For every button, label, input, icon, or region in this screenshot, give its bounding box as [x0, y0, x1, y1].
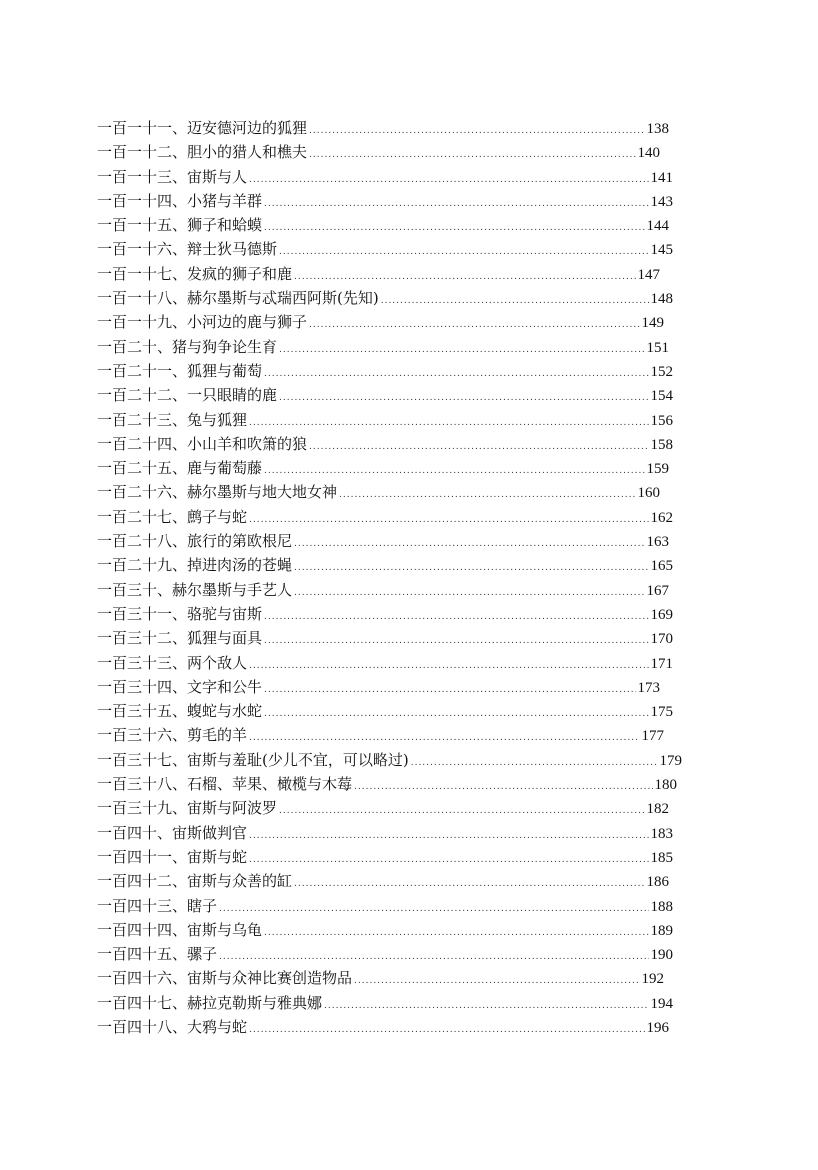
table-of-contents [97, 116, 697, 1039]
toc-dot-leader [294, 273, 635, 282]
toc-dot-leader [264, 637, 648, 646]
toc-entry-page-number: 194 [650, 995, 673, 1012]
toc-dot-leader [219, 905, 648, 914]
toc-entry[interactable] [97, 553, 697, 577]
toc-entry-page-number: 144 [646, 218, 669, 235]
toc-entry-title: 一百四十八、大鸦与蛇 [97, 1017, 248, 1036]
toc-entry-title: 一百四十七、赫拉克勒斯与雅典娜 [97, 993, 323, 1012]
toc-entry[interactable] [97, 723, 697, 747]
toc-entry[interactable] [97, 942, 697, 966]
toc-dot-leader [294, 880, 644, 889]
toc-dot-leader [294, 589, 644, 598]
toc-dot-leader [381, 297, 649, 306]
toc-entry[interactable] [97, 165, 697, 189]
toc-entry-title: 一百四十六、宙斯与众神比赛创造物品 [97, 969, 353, 988]
toc-entry[interactable] [97, 699, 697, 723]
toc-dot-leader [249, 734, 639, 743]
toc-entry-page-number: 152 [650, 363, 673, 380]
toc-entry[interactable] [97, 869, 697, 893]
toc-entry-page-number: 160 [637, 485, 660, 502]
toc-entry[interactable] [97, 1015, 697, 1039]
toc-entry-title: 一百二十一、狐狸与葡萄 [97, 361, 263, 380]
toc-entry-title: 一百四十、宙斯做判官 [97, 823, 248, 842]
toc-entry-title: 一百三十七、宙斯与羞耻(少儿不宜，可以略过) [97, 750, 409, 769]
toc-entry-page-number: 171 [650, 655, 673, 672]
toc-entry-page-number: 151 [646, 339, 669, 356]
toc-entry[interactable] [97, 772, 697, 796]
toc-entry[interactable] [97, 578, 697, 602]
toc-entry-title: 一百四十四、宙斯与乌龟 [97, 920, 263, 939]
toc-dot-leader [294, 564, 648, 573]
toc-dot-leader [264, 613, 648, 622]
toc-entry-title: 一百二十四、小山羊和吹箫的狼 [97, 434, 308, 453]
toc-entry-title: 一百二十九、掉进肉汤的苍蝇 [97, 556, 293, 575]
toc-dot-leader [249, 662, 648, 671]
toc-entry[interactable] [97, 383, 697, 407]
toc-entry-page-number: 162 [650, 509, 673, 526]
toc-entry-page-number: 177 [641, 728, 664, 745]
toc-entry[interactable] [97, 335, 697, 359]
toc-entry[interactable] [97, 213, 697, 237]
toc-dot-leader [264, 467, 644, 476]
toc-entry-page-number: 158 [650, 436, 673, 453]
toc-dot-leader [264, 370, 648, 379]
toc-entry[interactable] [97, 529, 697, 553]
toc-entry-title: 一百一十七、发疯的狮子和鹿 [97, 264, 293, 283]
toc-entry-title: 一百二十三、兔与狐狸 [97, 410, 248, 429]
toc-entry-title: 一百二十五、鹿与葡萄藤 [97, 459, 263, 478]
toc-entry[interactable] [97, 310, 697, 334]
toc-dot-leader [264, 224, 644, 233]
toc-entry[interactable] [97, 918, 697, 942]
toc-dot-leader [249, 832, 648, 841]
toc-entry-page-number: 179 [659, 752, 682, 769]
toc-entry-title: 一百三十四、文字和公牛 [97, 677, 263, 696]
toc-entry-page-number: 147 [637, 266, 660, 283]
toc-dot-leader [279, 346, 644, 355]
toc-entry-page-number: 196 [646, 1019, 669, 1036]
toc-entry-page-number: 170 [650, 631, 673, 648]
toc-entry-page-number: 180 [654, 777, 677, 794]
toc-entry[interactable] [97, 991, 697, 1015]
toc-dot-leader [249, 1026, 644, 1035]
toc-entry-title: 一百四十二、宙斯与众善的缸 [97, 872, 293, 891]
toc-entry[interactable] [97, 845, 697, 869]
toc-entry-page-number: 154 [650, 388, 673, 405]
toc-entry-title: 一百三十六、剪毛的羊 [97, 726, 248, 745]
toc-entry[interactable] [97, 675, 697, 699]
toc-entry-title: 一百一十六、辩士狄马德斯 [97, 240, 278, 259]
toc-entry-title: 一百四十五、骡子 [97, 945, 218, 964]
toc-dot-leader [411, 759, 658, 768]
toc-dot-leader [309, 151, 635, 160]
toc-entry[interactable] [97, 480, 697, 504]
toc-entry[interactable] [97, 894, 697, 918]
toc-entry-page-number: 167 [646, 582, 669, 599]
toc-entry-page-number: 149 [641, 315, 664, 332]
toc-entry-title: 一百一十四、小猪与羊群 [97, 191, 263, 210]
toc-entry-title: 一百二十八、旅行的第欧根尼 [97, 532, 293, 551]
toc-entry-page-number: 141 [650, 169, 673, 186]
toc-entry[interactable] [97, 456, 697, 480]
toc-dot-leader [249, 176, 648, 185]
toc-entry[interactable] [97, 748, 697, 772]
toc-dot-leader [264, 200, 648, 209]
toc-dot-leader [309, 443, 648, 452]
toc-entry-page-number: 169 [650, 606, 673, 623]
toc-entry[interactable] [97, 140, 697, 164]
toc-entry[interactable] [97, 359, 697, 383]
toc-entry-page-number: 192 [641, 971, 664, 988]
toc-entry-page-number: 173 [637, 679, 660, 696]
toc-entry-title: 一百二十七、鹧子与蛇 [97, 507, 248, 526]
toc-entry[interactable] [97, 505, 697, 529]
toc-dot-leader [279, 394, 648, 403]
toc-dot-leader [219, 953, 648, 962]
toc-entry-page-number: 140 [637, 145, 660, 162]
toc-entry-page-number: 190 [650, 947, 673, 964]
toc-entry-title: 一百一十二、胆小的猎人和樵夫 [97, 143, 308, 162]
toc-entry-title: 一百四十三、瞎子 [97, 896, 218, 915]
toc-entry-title: 一百四十一、宙斯与蛇 [97, 847, 248, 866]
toc-entry-page-number: 175 [650, 704, 673, 721]
toc-entry-title: 一百二十、猪与狗争论生育 [97, 337, 278, 356]
toc-entry-title: 一百一十八、赫尔墨斯与忒瑞西阿斯(先知) [97, 289, 379, 308]
toc-entry[interactable] [97, 408, 697, 432]
toc-entry-title: 一百二十六、赫尔墨斯与地大地女神 [97, 483, 338, 502]
toc-dot-leader [279, 248, 648, 257]
toc-entry-title: 一百一十九、小河边的鹿与狮子 [97, 313, 308, 332]
toc-dot-leader [324, 1002, 648, 1011]
toc-entry[interactable] [97, 626, 697, 650]
toc-dot-leader [339, 491, 635, 500]
toc-entry-page-number: 182 [646, 801, 669, 818]
toc-entry-page-number: 143 [650, 193, 673, 210]
toc-entry-title: 一百三十一、骆驼与宙斯 [97, 604, 263, 623]
toc-entry-title: 一百一十五、狮子和蛤蟆 [97, 216, 263, 235]
toc-entry[interactable] [97, 432, 697, 456]
toc-dot-leader [294, 540, 644, 549]
toc-dot-leader [309, 127, 644, 136]
toc-dot-leader [249, 516, 648, 525]
toc-dot-leader [354, 977, 639, 986]
toc-entry-page-number: 185 [650, 849, 673, 866]
toc-entry[interactable] [97, 286, 697, 310]
toc-entry-page-number: 159 [646, 461, 669, 478]
toc-entry[interactable] [97, 966, 697, 990]
toc-entry-title: 一百二十二、一只眼睛的鹿 [97, 386, 278, 405]
toc-entry-title: 一百三十五、蝮蛇与水蛇 [97, 702, 263, 721]
toc-entry-title: 一百三十八、石榴、苹果、橄榄与木莓 [97, 775, 353, 794]
toc-entry-title: 一百一十三、宙斯与人 [97, 167, 248, 186]
toc-entry[interactable] [97, 237, 697, 261]
toc-entry-page-number: 145 [650, 242, 673, 259]
toc-dot-leader [264, 686, 635, 695]
toc-entry-page-number: 183 [650, 825, 673, 842]
toc-dot-leader [249, 419, 648, 428]
toc-entry-title: 一百一十一、迈安德河边的狐狸 [97, 119, 308, 137]
toc-dot-leader [264, 710, 648, 719]
toc-entry-page-number: 189 [650, 922, 673, 939]
toc-dot-leader [279, 807, 644, 816]
toc-dot-leader [264, 929, 648, 938]
toc-entry-title: 一百三十二、狐狸与面具 [97, 629, 263, 648]
toc-entry-page-number: 148 [650, 291, 673, 308]
toc-entry[interactable] [97, 116, 697, 140]
toc-entry-page-number: 156 [650, 412, 673, 429]
toc-entry[interactable] [97, 189, 697, 213]
toc-entry-page-number: 138 [646, 121, 669, 137]
toc-entry[interactable] [97, 796, 697, 820]
toc-entry-page-number: 163 [646, 534, 669, 551]
toc-dot-leader [354, 783, 652, 792]
toc-entry-title: 一百三十三、两个敌人 [97, 653, 248, 672]
toc-entry[interactable] [97, 821, 697, 845]
toc-entry[interactable] [97, 602, 697, 626]
toc-dot-leader [249, 856, 648, 865]
toc-entry-page-number: 165 [650, 558, 673, 575]
toc-dot-leader [309, 321, 639, 330]
toc-entry-page-number: 188 [650, 898, 673, 915]
toc-entry-page-number: 186 [646, 874, 669, 891]
toc-entry[interactable] [97, 262, 697, 286]
toc-entry-title: 一百三十九、宙斯与阿波罗 [97, 799, 278, 818]
toc-entry-title: 一百三十、赫尔墨斯与手艺人 [97, 580, 293, 599]
toc-entry[interactable] [97, 651, 697, 675]
